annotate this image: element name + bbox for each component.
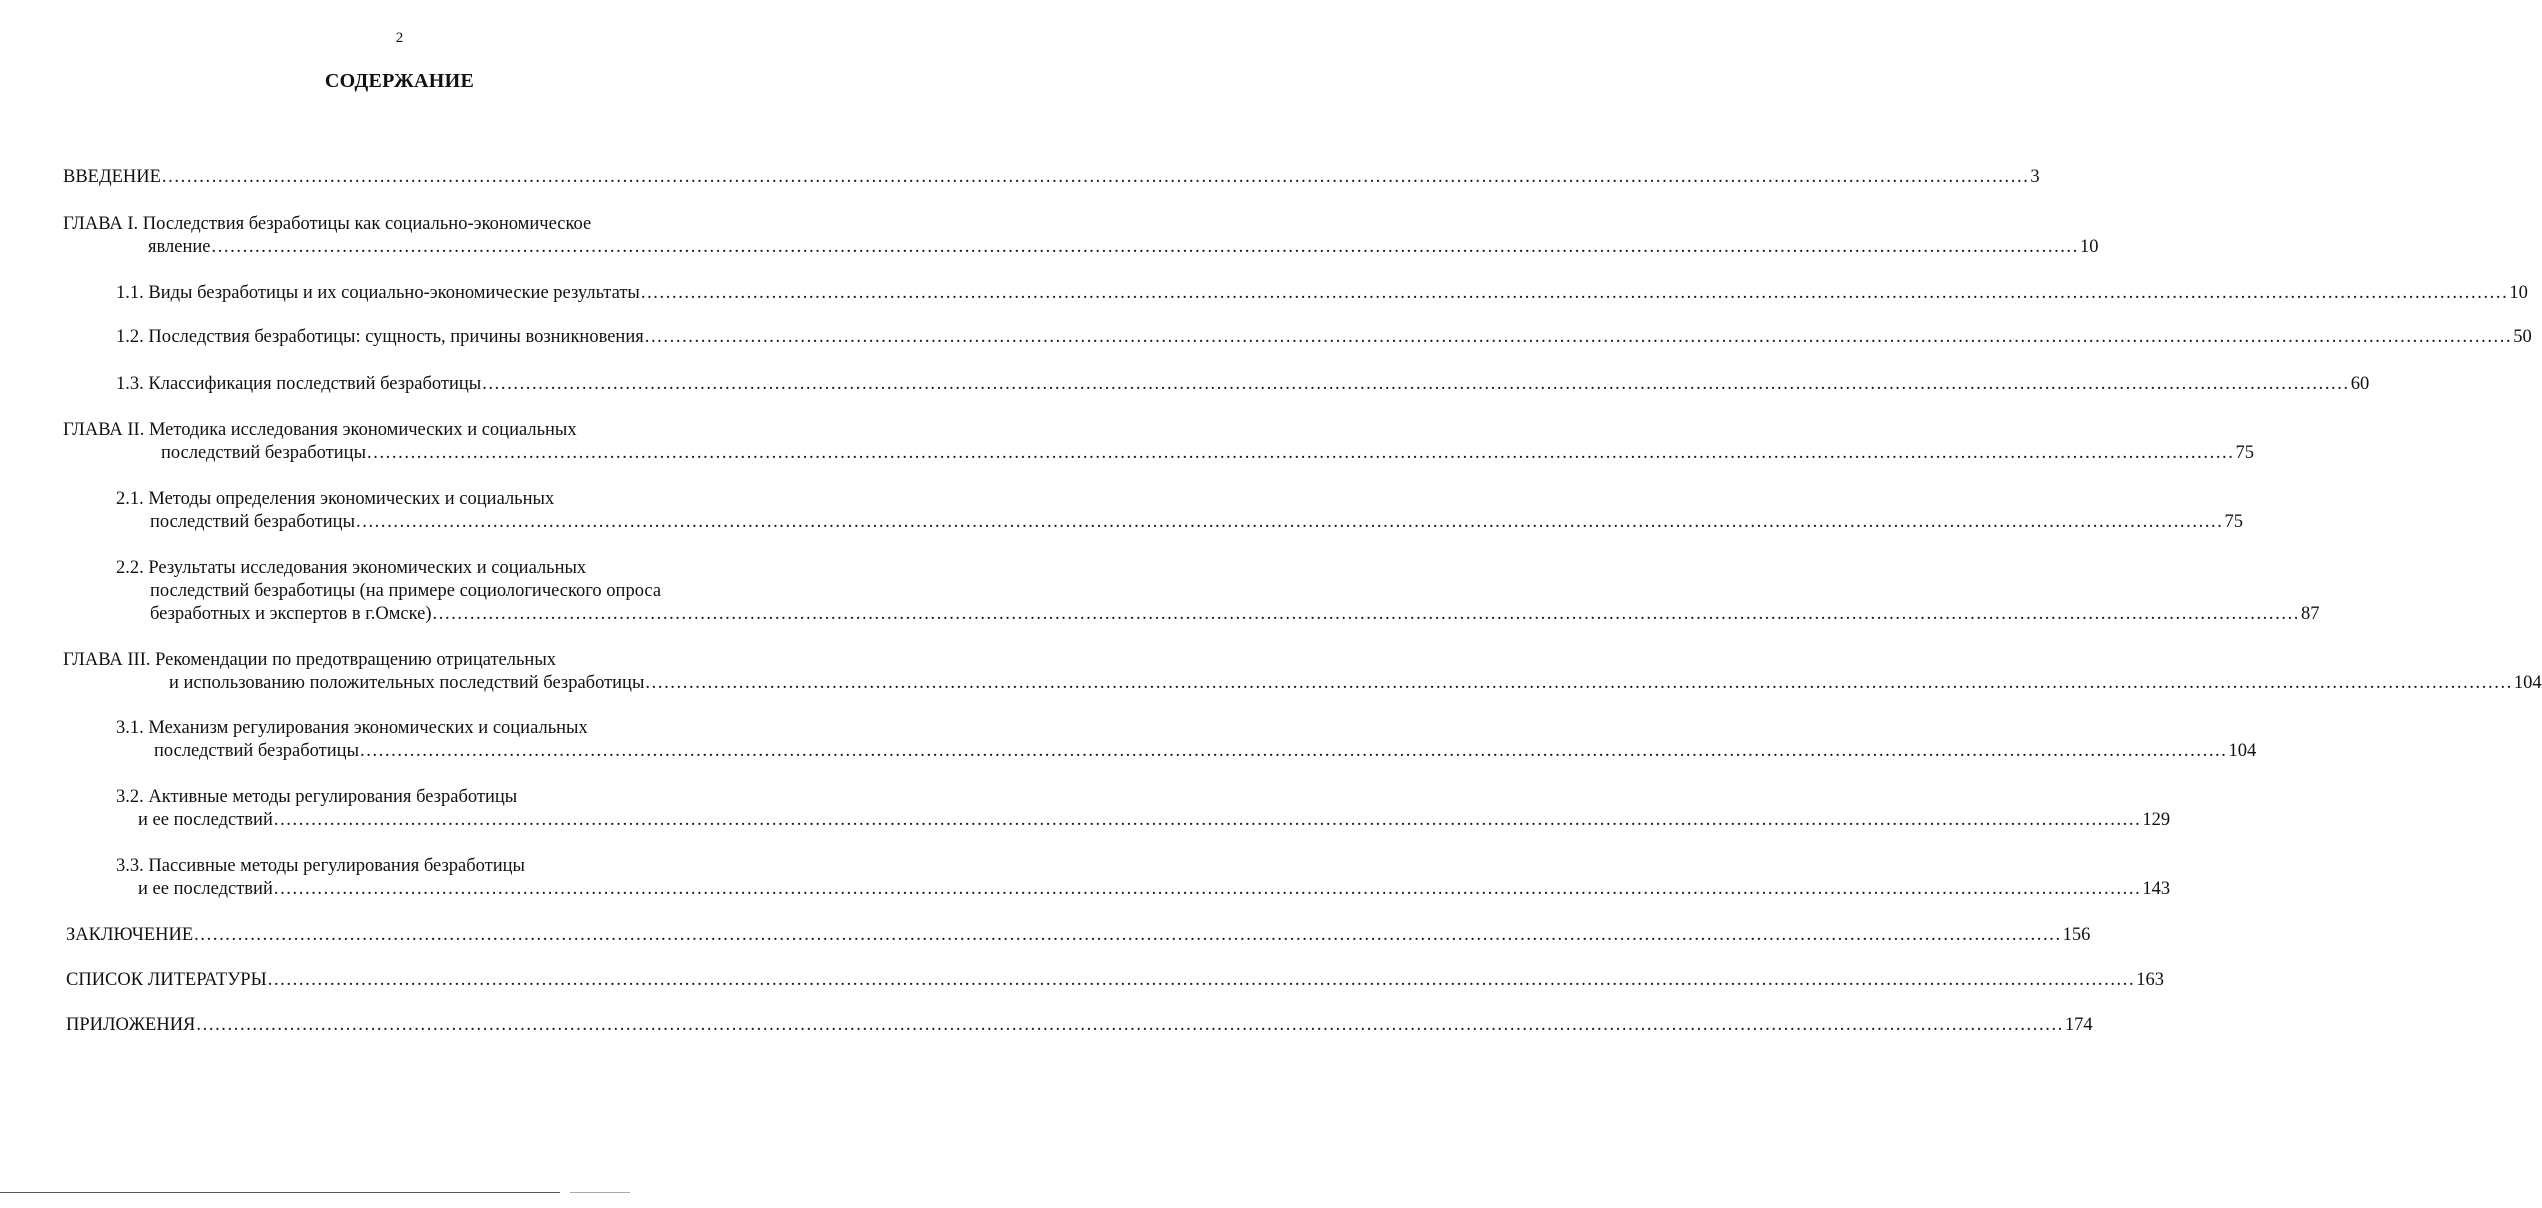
toc-page-number: 143 <box>2142 879 2171 899</box>
toc-entry-title: 3.3. Пассивные методы регулирования безработицы <box>116 856 525 876</box>
dot-leader: ............................................................................................................................................................................................................................................................................................................ <box>267 970 2136 990</box>
toc-entry-1-2[interactable] <box>116 326 2532 349</box>
toc-entry-3-2[interactable] <box>116 786 2171 832</box>
dot-leader: ............................................................................................................................................................................................................................................................................................................ <box>161 167 2030 187</box>
toc-entry-references[interactable] <box>66 969 2164 992</box>
toc-page-number: 104 <box>2513 673 2542 693</box>
toc-page-number: 104 <box>2228 741 2257 761</box>
toc-entry-1-3[interactable] <box>116 373 2370 396</box>
page-title: СОДЕРЖАНИЕ <box>324 70 475 92</box>
dot-leader: ............................................................................................................................................................................................................................................................................................................ <box>367 443 2235 463</box>
toc-entry-appendices[interactable] <box>66 1014 2093 1037</box>
toc-entry-title: 3.1. Механизм регулирования экономических и социальных <box>116 718 588 738</box>
toc-entry-title: ЗАКЛЮЧЕНИЕ <box>66 925 194 945</box>
dot-leader: ............................................................................................................................................................................................................................................................................................................ <box>273 810 2142 830</box>
toc-entry-title: ПРИЛОЖЕНИЯ <box>66 1015 196 1035</box>
toc-page-number: 156 <box>2062 925 2091 945</box>
scan-edge-line <box>0 1192 560 1193</box>
toc-entry-title: ГЛАВА III. Рекомендации по предотвращению отрицательных <box>63 650 557 670</box>
toc-entry-title: 1.3. Классификация последствий безработицы <box>116 374 482 394</box>
toc-page-number: 174 <box>2064 1015 2093 1035</box>
toc-entry-3-1[interactable] <box>116 717 2257 763</box>
toc-entry-title: последствий безработицы (на примере социологического опроса <box>150 581 662 601</box>
toc-entry-chapter-2[interactable] <box>63 419 2254 465</box>
toc-page-number: 75 <box>2224 512 2243 532</box>
toc-page-number: 163 <box>2136 970 2164 990</box>
page-number: 2 <box>395 30 404 46</box>
toc-entry-title: явление <box>148 237 211 257</box>
toc-entry-title: ГЛАВА I. Последствия безработицы как социально-экономическое <box>63 214 592 234</box>
toc-entry-title: 3.2. Активные методы регулирования безработицы <box>116 787 518 807</box>
dot-leader: ............................................................................................................................................................................................................................................................................................................ <box>196 1015 2064 1035</box>
toc-page-number: 50 <box>2513 327 2532 347</box>
dot-leader: ............................................................................................................................................................................................................................................................................................................ <box>432 604 2301 624</box>
toc-entry-title: последствий безработицы <box>161 443 366 463</box>
toc-page-number: 60 <box>2350 374 2370 394</box>
toc-entry-3-3[interactable] <box>116 855 2171 901</box>
toc-page-number: 10 <box>2079 237 2099 257</box>
toc-page-number: 129 <box>2142 810 2171 830</box>
toc-entry-title: и использованию положительных последствий безработицы <box>169 673 645 693</box>
toc-entry-chapter-1[interactable] <box>63 213 2099 259</box>
scan-edge-line <box>570 1192 630 1193</box>
toc-entry-title: последствий безработицы <box>154 741 359 761</box>
toc-entry-chapter-3[interactable] <box>63 649 2542 695</box>
dot-leader: ............................................................................................................................................................................................................................................................................................................ <box>645 673 2513 693</box>
toc-page-number: 10 <box>2509 283 2528 303</box>
toc-entry-title: безработных и экспертов в г.Омске) <box>150 604 432 624</box>
toc-entry-title: 2.2. Результаты исследования экономических и социальных <box>116 558 587 578</box>
dot-leader: ............................................................................................................................................................................................................................................................................................................ <box>482 374 2350 394</box>
toc-entry-conclusion[interactable] <box>66 924 2091 947</box>
toc-entry-title: ВВЕДЕНИЕ <box>63 167 161 187</box>
toc-entry-2-2[interactable] <box>116 557 2320 626</box>
toc-page-number: 87 <box>2301 604 2320 624</box>
dot-leader: ............................................................................................................................................................................................................................................................................................................ <box>360 741 2228 761</box>
dot-leader: ............................................................................................................................................................................................................................................................................................................ <box>194 925 2062 945</box>
toc-entry-title: и ее последствий <box>138 879 273 899</box>
dot-leader: ............................................................................................................................................................................................................................................................................................................ <box>356 512 2224 532</box>
dot-leader: ............................................................................................................................................................................................................................................................................................................ <box>211 237 2079 257</box>
toc-entry-title: 1.1. Виды безработицы и их социально-экономические результаты <box>116 283 640 303</box>
toc-page-number: 75 <box>2235 443 2254 463</box>
toc-entry-introduction[interactable] <box>63 166 2040 189</box>
toc-entry-title: 1.2. Последствия безработицы: сущность, причины возникновения <box>116 327 644 347</box>
toc-entry-title: ГЛАВА II. Методика исследования экономических и социальных <box>63 420 577 440</box>
toc-entry-1-1[interactable] <box>116 282 2528 305</box>
toc-page-number: 3 <box>2030 167 2040 187</box>
dot-leader: ............................................................................................................................................................................................................................................................................................................ <box>273 879 2142 899</box>
dot-leader: ............................................................................................................................................................................................................................................................................................................ <box>640 283 2509 303</box>
dot-leader: ............................................................................................................................................................................................................................................................................................................ <box>644 327 2513 347</box>
toc-entry-title: СПИСОК ЛИТЕРАТУРЫ <box>66 970 267 990</box>
toc-entry-2-1[interactable] <box>116 488 2243 534</box>
toc-entry-title: последствий безработицы <box>150 512 355 532</box>
toc-entry-title: и ее последствий <box>138 810 273 830</box>
toc-entry-title: 2.1. Методы определения экономических и социальных <box>116 489 555 509</box>
